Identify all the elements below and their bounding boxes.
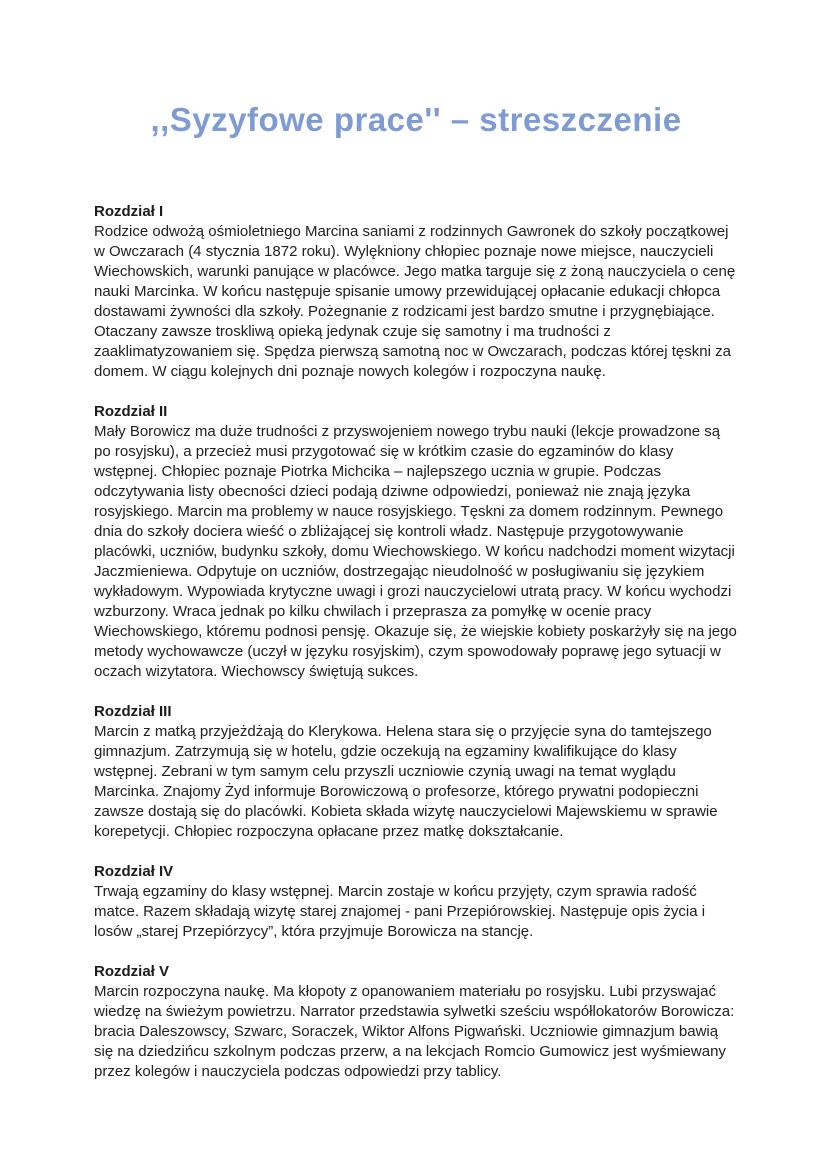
section-body: Rodzice odwożą ośmioletniego Marcina saniami z rodzinnych Gawronek do szkoły początkowej w Owczarach (4 stycznia 1872 roku). Wylękniony chłopiec poznaje nowe miejsce, nauczycieli Wiechowskich, warunki panujące w placówce. Jego matka targuje się z żoną nauczyciela o cenę nauki Marcinka. W końcu następuje spisanie umowy przewidującej opłacanie edukacji chłopca dostawami żywności dla szkoły. Pożegnanie z rodzicami jest bardzo smutne i przygnębiające. Otaczany zawsze troskliwą opieką jedynak czuje się samotny i ma trudności z zaaklimatyzowaniem się. Spędza pierwszą samotną noc w Owczarach, podczas której tęskni za domem. W ciągu kolejnych dni poznaje nowych kolegów i rozpoczyna naukę. <box>94 222 736 380</box>
section-rozdzial-2 <box>94 402 738 682</box>
section-body: Mały Borowicz ma duże trudności z przyswojeniem nowego trybu nauki (lekcje prowadzone są po rosyjsku), a przecież musi przygotować się w krótkim czasie do egzaminów do klasy wstępnej. Chłopiec poznaje Piotrka Michcika – najlepszego ucznia w grupie. Podczas odczytywania listy obecności dzieci podają dziwne odpowiedzi, ponieważ nie znają języka rosyjskiego. Marcin ma problemy w nauce rosyjskiego. Tęskni za domem rodzinnym. Pewnego dnia do szkoły dociera wieść o zbliżającej się kontroli władz. Następuje przygotowywanie placówki, uczniów, budynku szkoły, domu Wiechowskiego. W końcu nadchodzi moment wizytacji Jaczmieniewa. Odpytuje on uczniów, dostrzegając nieudolność w posługiwaniu się językiem wykładowym. Wypowiada krytyczne uwagi i grozi nauczycielowi utratą pracy. W końcu wychodzi wzburzony. Wraca jednak po kilku chwilach i przeprasza za pomyłkę w ocenie pracy Wiechowskiego, któremu podnosi pensję. Okazuje się, że wiejskie kobiety poskarżyły się na jego metody wychowawcze (uczył w języku rosyjskim), czym spowodowały poprawę jego sytuacji w oczach wizytatora. Wiechowscy świętują sukces. <box>94 422 737 680</box>
section-heading: Rozdział IV <box>94 862 174 880</box>
section-rozdzial-4 <box>94 862 738 942</box>
section-body: Trwają egzaminy do klasy wstępnej. Marcin zostaje w końcu przyjęty, czym sprawia radość matce. Razem składają wizytę starej znajomej - pani Przepiórowskiej. Następuje opis życia i losów „starej Przepiórzycy”, która przyjmuje Borowicza na stancję. <box>94 882 706 940</box>
section-body: Marcin z matką przyjeżdżają do Klerykowa. Helena stara się o przyjęcie syna do tamtejszego gimnazjum. Zatrzymują się w hotelu, gdzie oczekują na egzaminy kwalifikujące do klasy wstępnej. Zebrani w tym samym celu przyszli uczniowie czynią uwagi na temat wyglądu Marcinka. Znajomy Żyd informuje Borowiczową o profesorze, którego prywatni podopieczni zawsze dostają się do placówki. Kobieta składa wizytę nauczycielowi Majewskiemu w sprawie korepetycji. Chłopiec rozpoczyna opłacane przez matkę dokształcanie. <box>94 722 718 840</box>
section-heading: Rozdział I <box>94 202 164 220</box>
document-title: ,,Syzyfowe prace'' – streszczenie <box>150 101 682 138</box>
section-heading: Rozdział III <box>94 702 172 720</box>
section-heading: Rozdział II <box>94 402 168 420</box>
section-rozdzial-1 <box>94 202 738 382</box>
section-rozdzial-5 <box>94 962 738 1082</box>
section-rozdzial-3 <box>94 702 738 842</box>
section-heading: Rozdział V <box>94 962 170 980</box>
section-body: Marcin rozpoczyna naukę. Ma kłopoty z opanowaniem materiału po rosyjsku. Lubi przyswajać wiedzę na świeżym powietrzu. Narrator przedstawia sylwetki sześciu współlokatorów Borowicza: bracia Daleszowscy, Szwarc, Soraczek, Wiktor Alfons Pigwański. Uczniowie gimnazjum bawią się na dziedzińcu szkolnym podczas przerw, a na lekcjach Romcio Gumowicz jest wyśmiewany przez kolegów i nauczyciela podczas odpowiedzi przy tablicy. <box>94 982 735 1080</box>
